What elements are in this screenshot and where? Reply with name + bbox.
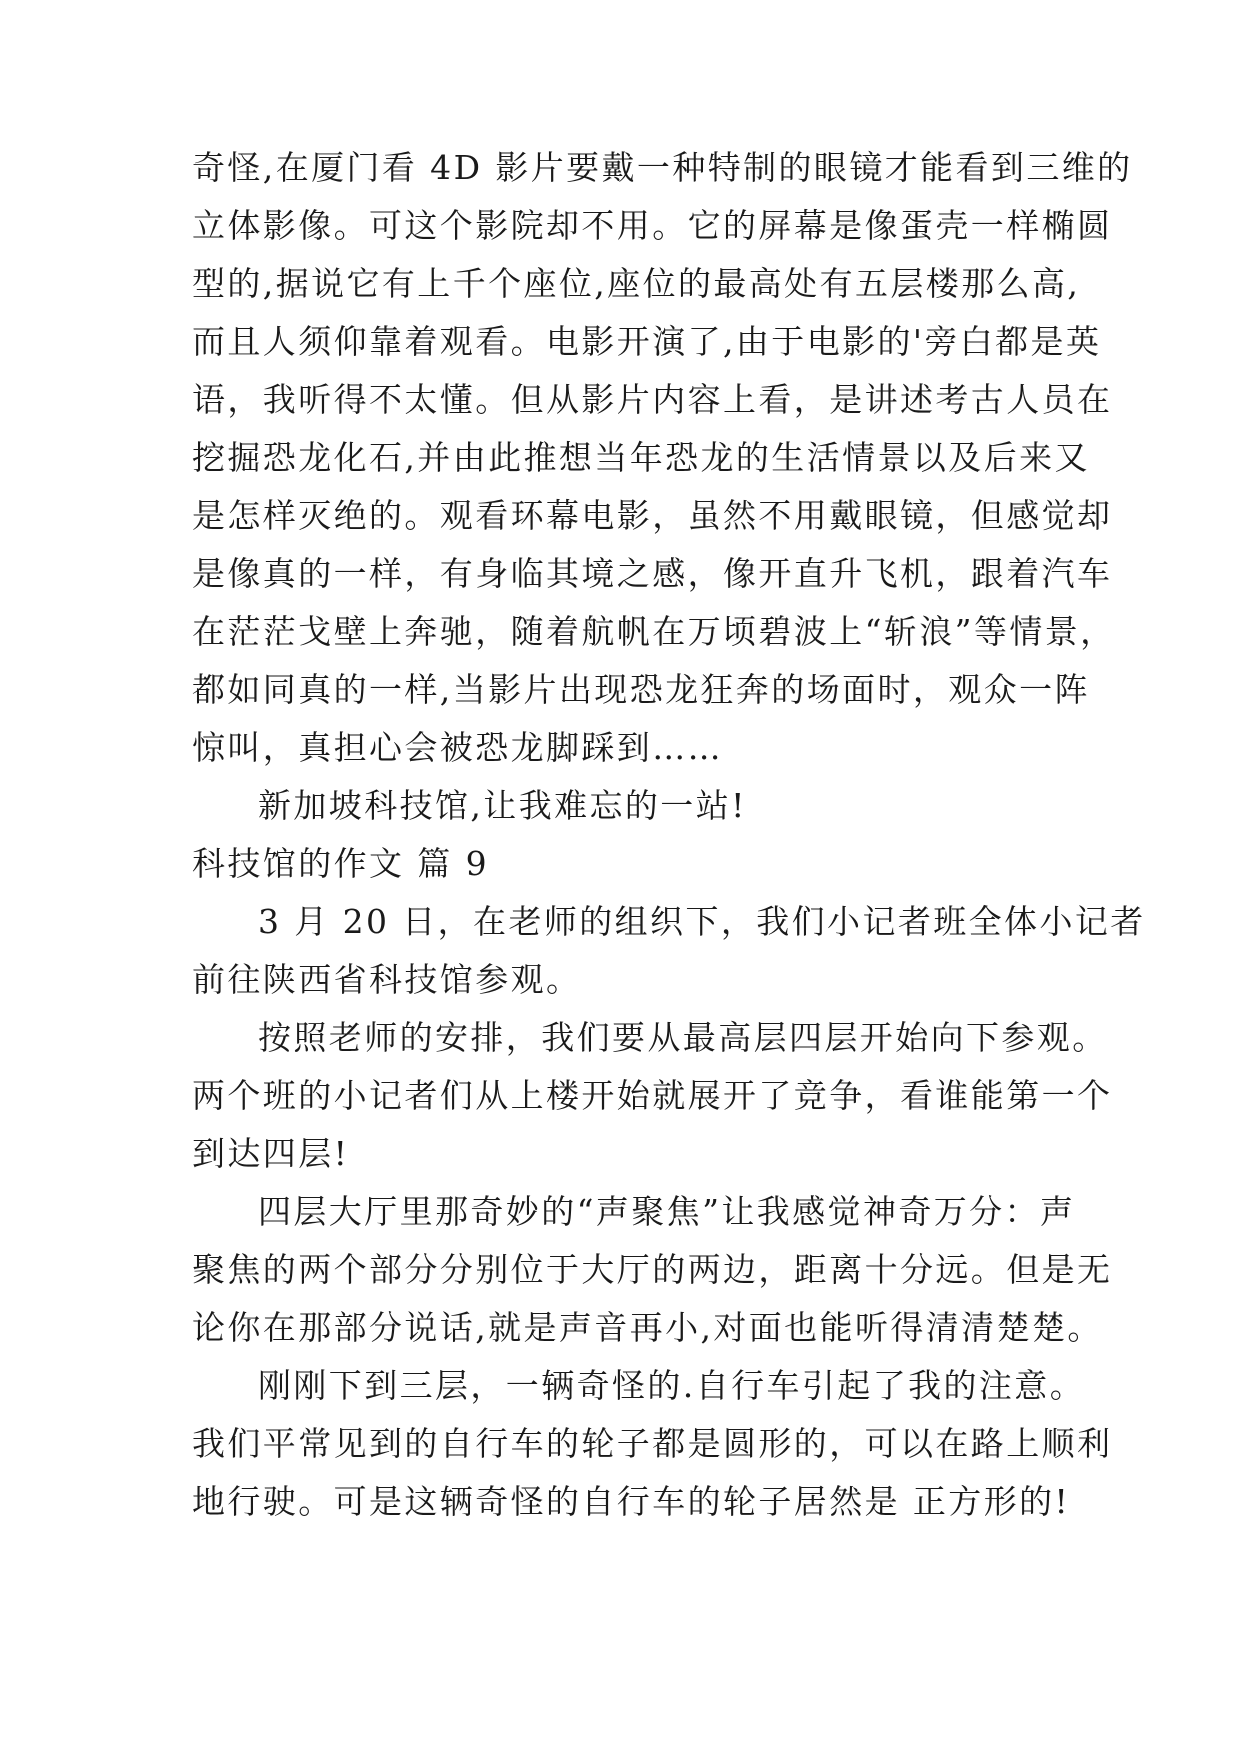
text-line: 四层大厅里那奇妙的“声聚焦”让我感觉神奇万分：声 bbox=[258, 1192, 1076, 1231]
text-line: 地行驶。可是这辆奇怪的自行车的轮子居然是 正方形的! bbox=[192, 1482, 1071, 1521]
text-line: 我们平常见到的自行车的轮子都是圆形的，可以在路上顺利 bbox=[192, 1424, 1113, 1463]
text-line: 聚焦的两个部分分别位于大厅的两边，距离十分远。但是无 bbox=[192, 1250, 1113, 1289]
text-line: 奇怪,在厦门看 4D 影片要戴一种特制的眼镜才能看到三维的 bbox=[192, 148, 1133, 187]
text-line: 是像真的一样，有身临其境之感，像开直升飞机，跟着汽车 bbox=[192, 554, 1113, 593]
text-line: 到达四层! bbox=[192, 1134, 350, 1173]
text-line: 是怎样灭绝的。观看环幕电影，虽然不用戴眼镜，但感觉却 bbox=[192, 496, 1113, 535]
text-line: 3 月 20 日，在老师的组织下，我们小记者班全体小记者 bbox=[258, 902, 1146, 941]
text-line: 都如同真的一样,当影片出现恐龙狂奔的场面时，观众一阵 bbox=[192, 670, 1090, 709]
section-heading: 科技馆的作文 篇 9 bbox=[192, 844, 489, 883]
text-line: 在茫茫戈壁上奔驰，随着航帆在万顷碧波上“斩浪”等情景， bbox=[192, 612, 1116, 651]
text-line: 论你在那部分说话,就是声音再小,对面也能听得清清楚楚。 bbox=[192, 1308, 1103, 1347]
text-line: 惊叫，真担心会被恐龙脚踩到…… bbox=[192, 728, 723, 767]
text-line: 型的,据说它有上千个座位,座位的最高处有五层楼那么高, bbox=[192, 264, 1081, 303]
text-line: 新加坡科技馆,让我难忘的一站! bbox=[258, 786, 747, 825]
text-line: 立体影像。可这个影院却不用。它的屏幕是像蛋壳一样椭圆 bbox=[192, 206, 1113, 245]
text-line: 两个班的小记者们从上楼开始就展开了竞争，看谁能第一个 bbox=[192, 1076, 1113, 1115]
text-line: 而且人须仰靠着观看。电影开演了,由于电影的'旁白都是英 bbox=[192, 322, 1102, 361]
text-line: 语，我听得不太懂。但从影片内容上看，是讲述考古人员在 bbox=[192, 380, 1113, 419]
text-line: 前往陕西省科技馆参观。 bbox=[192, 960, 582, 999]
text-line: 刚刚下到三层，一辆奇怪的.自行车引起了我的注意。 bbox=[258, 1366, 1086, 1405]
text-line: 挖掘恐龙化石,并由此推想当年恐龙的生活情景以及后来又 bbox=[192, 438, 1090, 477]
text-line: 按照老师的安排，我们要从最高层四层开始向下参观。 bbox=[258, 1018, 1108, 1057]
